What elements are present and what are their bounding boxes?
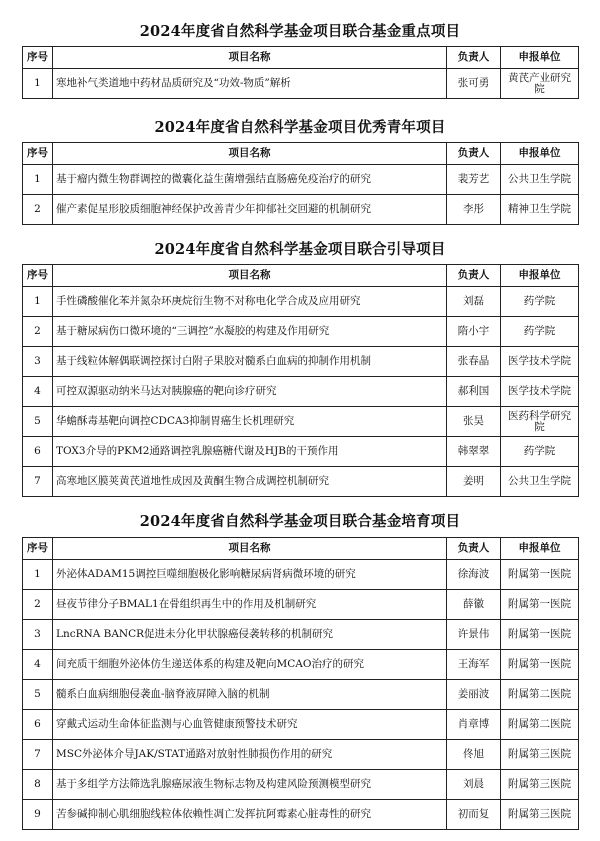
table-row <box>23 467 579 497</box>
row-no: 6 <box>23 437 53 467</box>
row-leader: 隋小宇 <box>447 317 501 347</box>
row-unit: 黄芪产业研究院 <box>501 69 579 99</box>
row-name: 外泌体ADAM15调控巨噬细胞极化影响糖尿病肾病微环境的研究 <box>56 568 356 580</box>
row-leader: 初而复 <box>447 800 501 830</box>
row-leader: 肖章博 <box>447 710 501 740</box>
row-unit: 附属第二医院 <box>501 680 579 710</box>
row-unit: 药学院 <box>501 317 579 347</box>
row-name: 昼夜节律分子BMAL1在骨组织再生中的作用及机制研究 <box>56 598 317 610</box>
row-unit: 附属第一医院 <box>501 650 579 680</box>
row-no: 1 <box>23 287 53 317</box>
header-leader: 负责人 <box>447 143 501 165</box>
header-leader: 负责人 <box>447 47 501 69</box>
section-title: 2024年度省自然科学基金项目优秀青年项目 <box>154 119 446 136</box>
row-no: 5 <box>23 407 53 437</box>
row-name: 华蟾酥毒基靶向调控CDCA3抑制胃癌生长机理研究 <box>56 415 295 427</box>
header-no: 序号 <box>23 143 53 165</box>
header-name: 项目名称 <box>53 143 447 165</box>
row-unit: 药学院 <box>501 437 579 467</box>
row-unit: 公共卫生学院 <box>501 165 579 195</box>
row-leader: 王海军 <box>447 650 501 680</box>
row-leader: 许景伟 <box>447 620 501 650</box>
row-name: 基于糖尿病伤口微环境的“三调控”水凝胶的构建及作用研究 <box>56 325 330 337</box>
row-unit: 公共卫生学院 <box>501 467 579 497</box>
row-no: 2 <box>23 590 53 620</box>
header-no: 序号 <box>23 538 53 560</box>
row-unit: 附属第三医院 <box>501 740 579 770</box>
header-no: 序号 <box>23 265 53 287</box>
table-row <box>23 195 579 225</box>
table-row <box>23 437 579 467</box>
project-table <box>22 264 579 497</box>
table-header-row <box>23 143 579 165</box>
row-leader: 裴芳艺 <box>447 165 501 195</box>
row-name: 基于瘤内微生物群调控的微囊化益生菌增强结直肠癌免疫治疗的研究 <box>56 173 371 185</box>
header-unit: 申报单位 <box>501 143 579 165</box>
row-name: 可控双源驱动纳米马达对胰腺癌的靶向诊疗研究 <box>56 385 277 397</box>
table-row <box>23 710 579 740</box>
header-unit: 申报单位 <box>501 47 579 69</box>
header-leader: 负责人 <box>447 538 501 560</box>
row-unit: 医学技术学院 <box>501 377 579 407</box>
row-unit: 医药科学研究院 <box>501 407 579 437</box>
row-no: 2 <box>23 195 53 225</box>
row-unit: 医学技术学院 <box>501 347 579 377</box>
row-unit: 附属第二医院 <box>501 710 579 740</box>
row-name: MSC外泌体介导JAK/STAT通路对放射性肺损伤作用的研究 <box>56 748 333 760</box>
row-no: 3 <box>23 620 53 650</box>
table-row <box>23 740 579 770</box>
row-leader: 姜丽波 <box>447 680 501 710</box>
row-name: 催产素促星形胶质细胞神经保护改善青少年抑郁社交回避的机制研究 <box>56 203 371 215</box>
section-title: 2024年度省自然科学基金项目联合引导项目 <box>154 241 446 258</box>
row-no: 5 <box>23 680 53 710</box>
section-title: 2024年度省自然科学基金项目联合基金培育项目 <box>139 513 461 530</box>
table-row <box>23 620 579 650</box>
row-no: 6 <box>23 710 53 740</box>
row-name: 髓系白血病细胞侵袭血-脑脊液屏障入脑的机制 <box>56 688 270 700</box>
row-leader: 张可勇 <box>447 69 501 99</box>
row-leader: 佟旭 <box>447 740 501 770</box>
row-no: 9 <box>23 800 53 830</box>
row-no: 1 <box>23 69 53 99</box>
table-row <box>23 800 579 830</box>
row-name: TOX3介导的PKM2通路调控乳腺癌糖代谢及HJB的干预作用 <box>56 445 339 457</box>
table-row <box>23 680 579 710</box>
header-unit: 申报单位 <box>501 538 579 560</box>
row-leader: 李彤 <box>447 195 501 225</box>
row-leader: 郝利国 <box>447 377 501 407</box>
row-leader: 张昊 <box>447 407 501 437</box>
row-no: 1 <box>23 560 53 590</box>
section-title: 2024年度省自然科学基金项目联合基金重点项目 <box>139 23 461 40</box>
row-leader: 韩翠翠 <box>447 437 501 467</box>
row-unit: 附属第一医院 <box>501 620 579 650</box>
header-name: 项目名称 <box>53 47 447 69</box>
row-leader: 刘晨 <box>447 770 501 800</box>
table-row <box>23 407 579 437</box>
table-row <box>23 165 579 195</box>
row-name: 穿戴式运动生命体征监测与心血管健康预警技术研究 <box>56 718 298 730</box>
row-unit: 附属第三医院 <box>501 800 579 830</box>
row-name: 高寒地区膜荚黄芪道地性成因及黄酮生物合成调控机制研究 <box>56 475 329 487</box>
project-table <box>22 46 579 99</box>
table-row <box>23 560 579 590</box>
row-no: 3 <box>23 347 53 377</box>
row-no: 1 <box>23 165 53 195</box>
table-header-row <box>23 265 579 287</box>
row-unit: 附属第一医院 <box>501 560 579 590</box>
table-row <box>23 377 579 407</box>
row-no: 2 <box>23 317 53 347</box>
row-name: 手性磷酸催化苯并氮杂环庚烷衍生物不对称电化学合成及应用研究 <box>56 295 361 307</box>
row-unit: 药学院 <box>501 287 579 317</box>
row-no: 7 <box>23 467 53 497</box>
row-name: LncRNA BANCR促进未分化甲状腺癌侵袭转移的机制研究 <box>56 628 334 640</box>
table-row <box>23 347 579 377</box>
table-row <box>23 287 579 317</box>
header-name: 项目名称 <box>53 265 447 287</box>
header-no: 序号 <box>23 47 53 69</box>
header-leader: 负责人 <box>447 265 501 287</box>
row-name: 苦参碱抑制心肌细胞线粒体依赖性凋亡发挥抗阿霉素心脏毒性的研究 <box>56 808 371 820</box>
project-table <box>22 537 579 830</box>
row-leader: 徐海波 <box>447 560 501 590</box>
row-name: 基于线粒体解偶联调控探讨白附子果胶对髓系白血病的抑制作用机制 <box>56 355 371 367</box>
row-unit: 附属第一医院 <box>501 590 579 620</box>
table-row <box>23 590 579 620</box>
row-name: 间充质干细胞外泌体仿生递送体系的构建及靶向MCAO治疗的研究 <box>56 658 364 670</box>
row-no: 7 <box>23 740 53 770</box>
table-row <box>23 317 579 347</box>
table-header-row <box>23 538 579 560</box>
row-leader: 姜明 <box>447 467 501 497</box>
table-row <box>23 69 579 99</box>
table-row <box>23 770 579 800</box>
header-unit: 申报单位 <box>501 265 579 287</box>
project-table <box>22 142 579 225</box>
row-no: 8 <box>23 770 53 800</box>
table-row <box>23 650 579 680</box>
row-unit: 精神卫生学院 <box>501 195 579 225</box>
row-leader: 刘磊 <box>447 287 501 317</box>
row-leader: 薛徽 <box>447 590 501 620</box>
row-name: 基于多组学方法筛选乳腺癌尿液生物标志物及构建风险预测模型研究 <box>56 778 371 790</box>
row-leader: 张春晶 <box>447 347 501 377</box>
row-no: 4 <box>23 377 53 407</box>
header-name: 项目名称 <box>53 538 447 560</box>
row-no: 4 <box>23 650 53 680</box>
row-unit: 附属第三医院 <box>501 770 579 800</box>
table-header-row <box>23 47 579 69</box>
row-name: 寒地补气类道地中药材品质研究及“功效-物质”解析 <box>53 69 447 99</box>
